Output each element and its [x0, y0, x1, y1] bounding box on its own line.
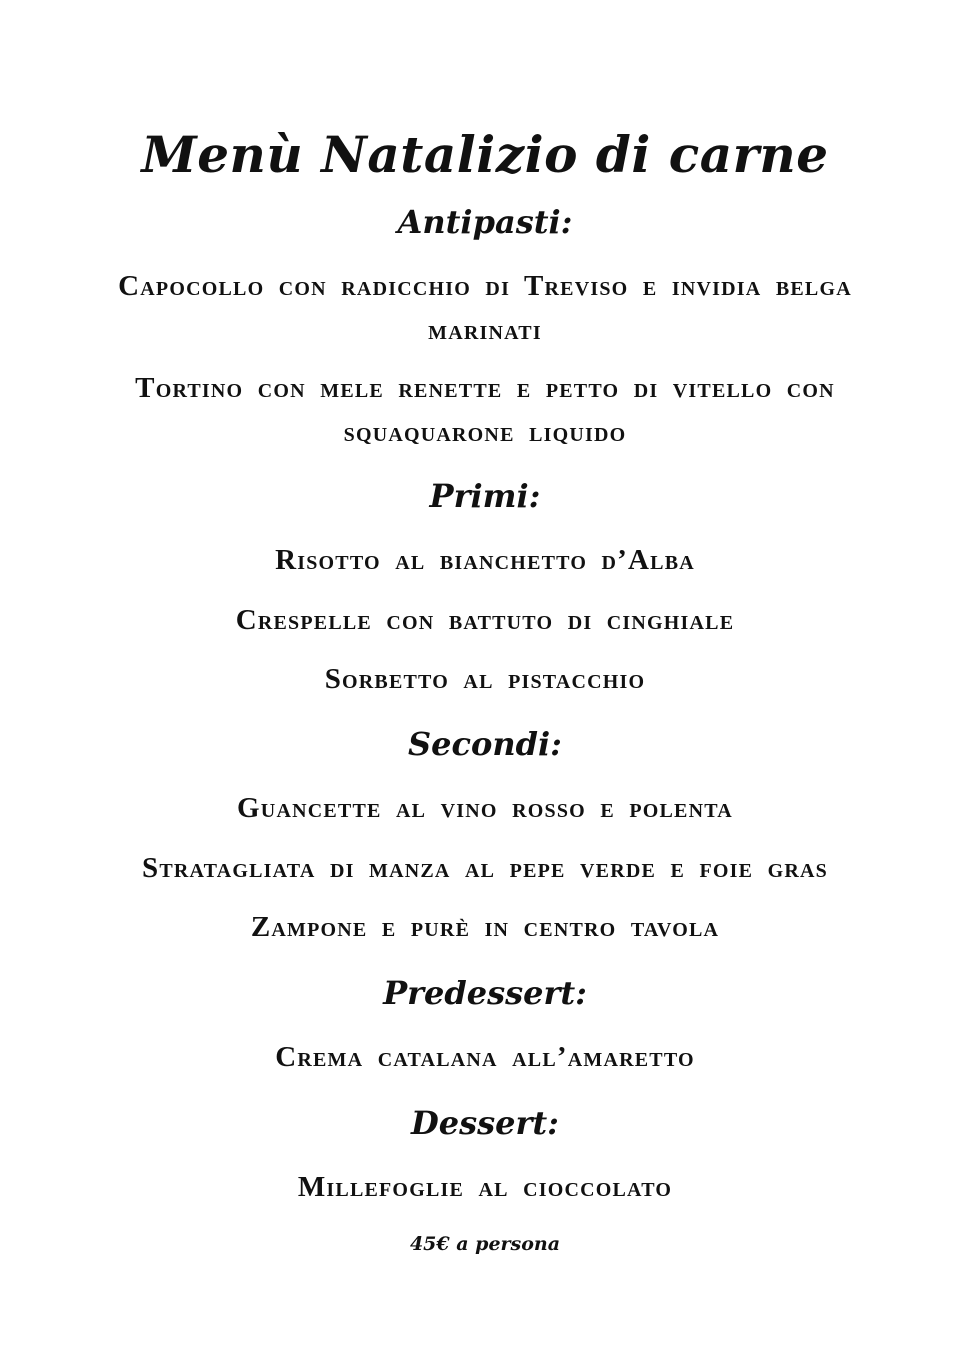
menu-item: marinati	[428, 314, 542, 346]
section-heading-primi: Primi:	[429, 477, 541, 515]
menu-item: Stratagliata di manza al pepe verde e foie gras	[142, 852, 828, 884]
price-note: 45€ a persona	[409, 1233, 561, 1255]
menu-item: squaquarone liquido	[343, 416, 627, 448]
section-heading-antipasti: Antipasti:	[397, 203, 573, 241]
menu-item: Millefoglie al cioccolato	[297, 1171, 673, 1203]
menu-item: Risotto al bianchetto d’Alba	[275, 544, 695, 576]
section-heading-predessert: Predessert:	[383, 974, 587, 1012]
section-heading-dessert: Dessert:	[411, 1104, 559, 1142]
menu-item: Zampone e purè in centro tavola	[250, 911, 720, 943]
menu-item: Sorbetto al pistacchio	[324, 663, 646, 695]
menu-item: Capocollo con radicchio di Treviso e invidia belga	[118, 270, 852, 302]
section-heading-secondi: Secondi:	[408, 725, 562, 763]
menu-title: Menù Natalizio di carne	[141, 125, 829, 184]
menu-item: Crema catalana all’amaretto	[275, 1041, 695, 1073]
menu-item: Guancette al vino rosso e polenta	[237, 792, 733, 824]
menu-item: Tortino con mele renette e petto di vitello con	[135, 372, 835, 404]
menu-item: Crespelle con battuto di cinghiale	[235, 604, 735, 636]
